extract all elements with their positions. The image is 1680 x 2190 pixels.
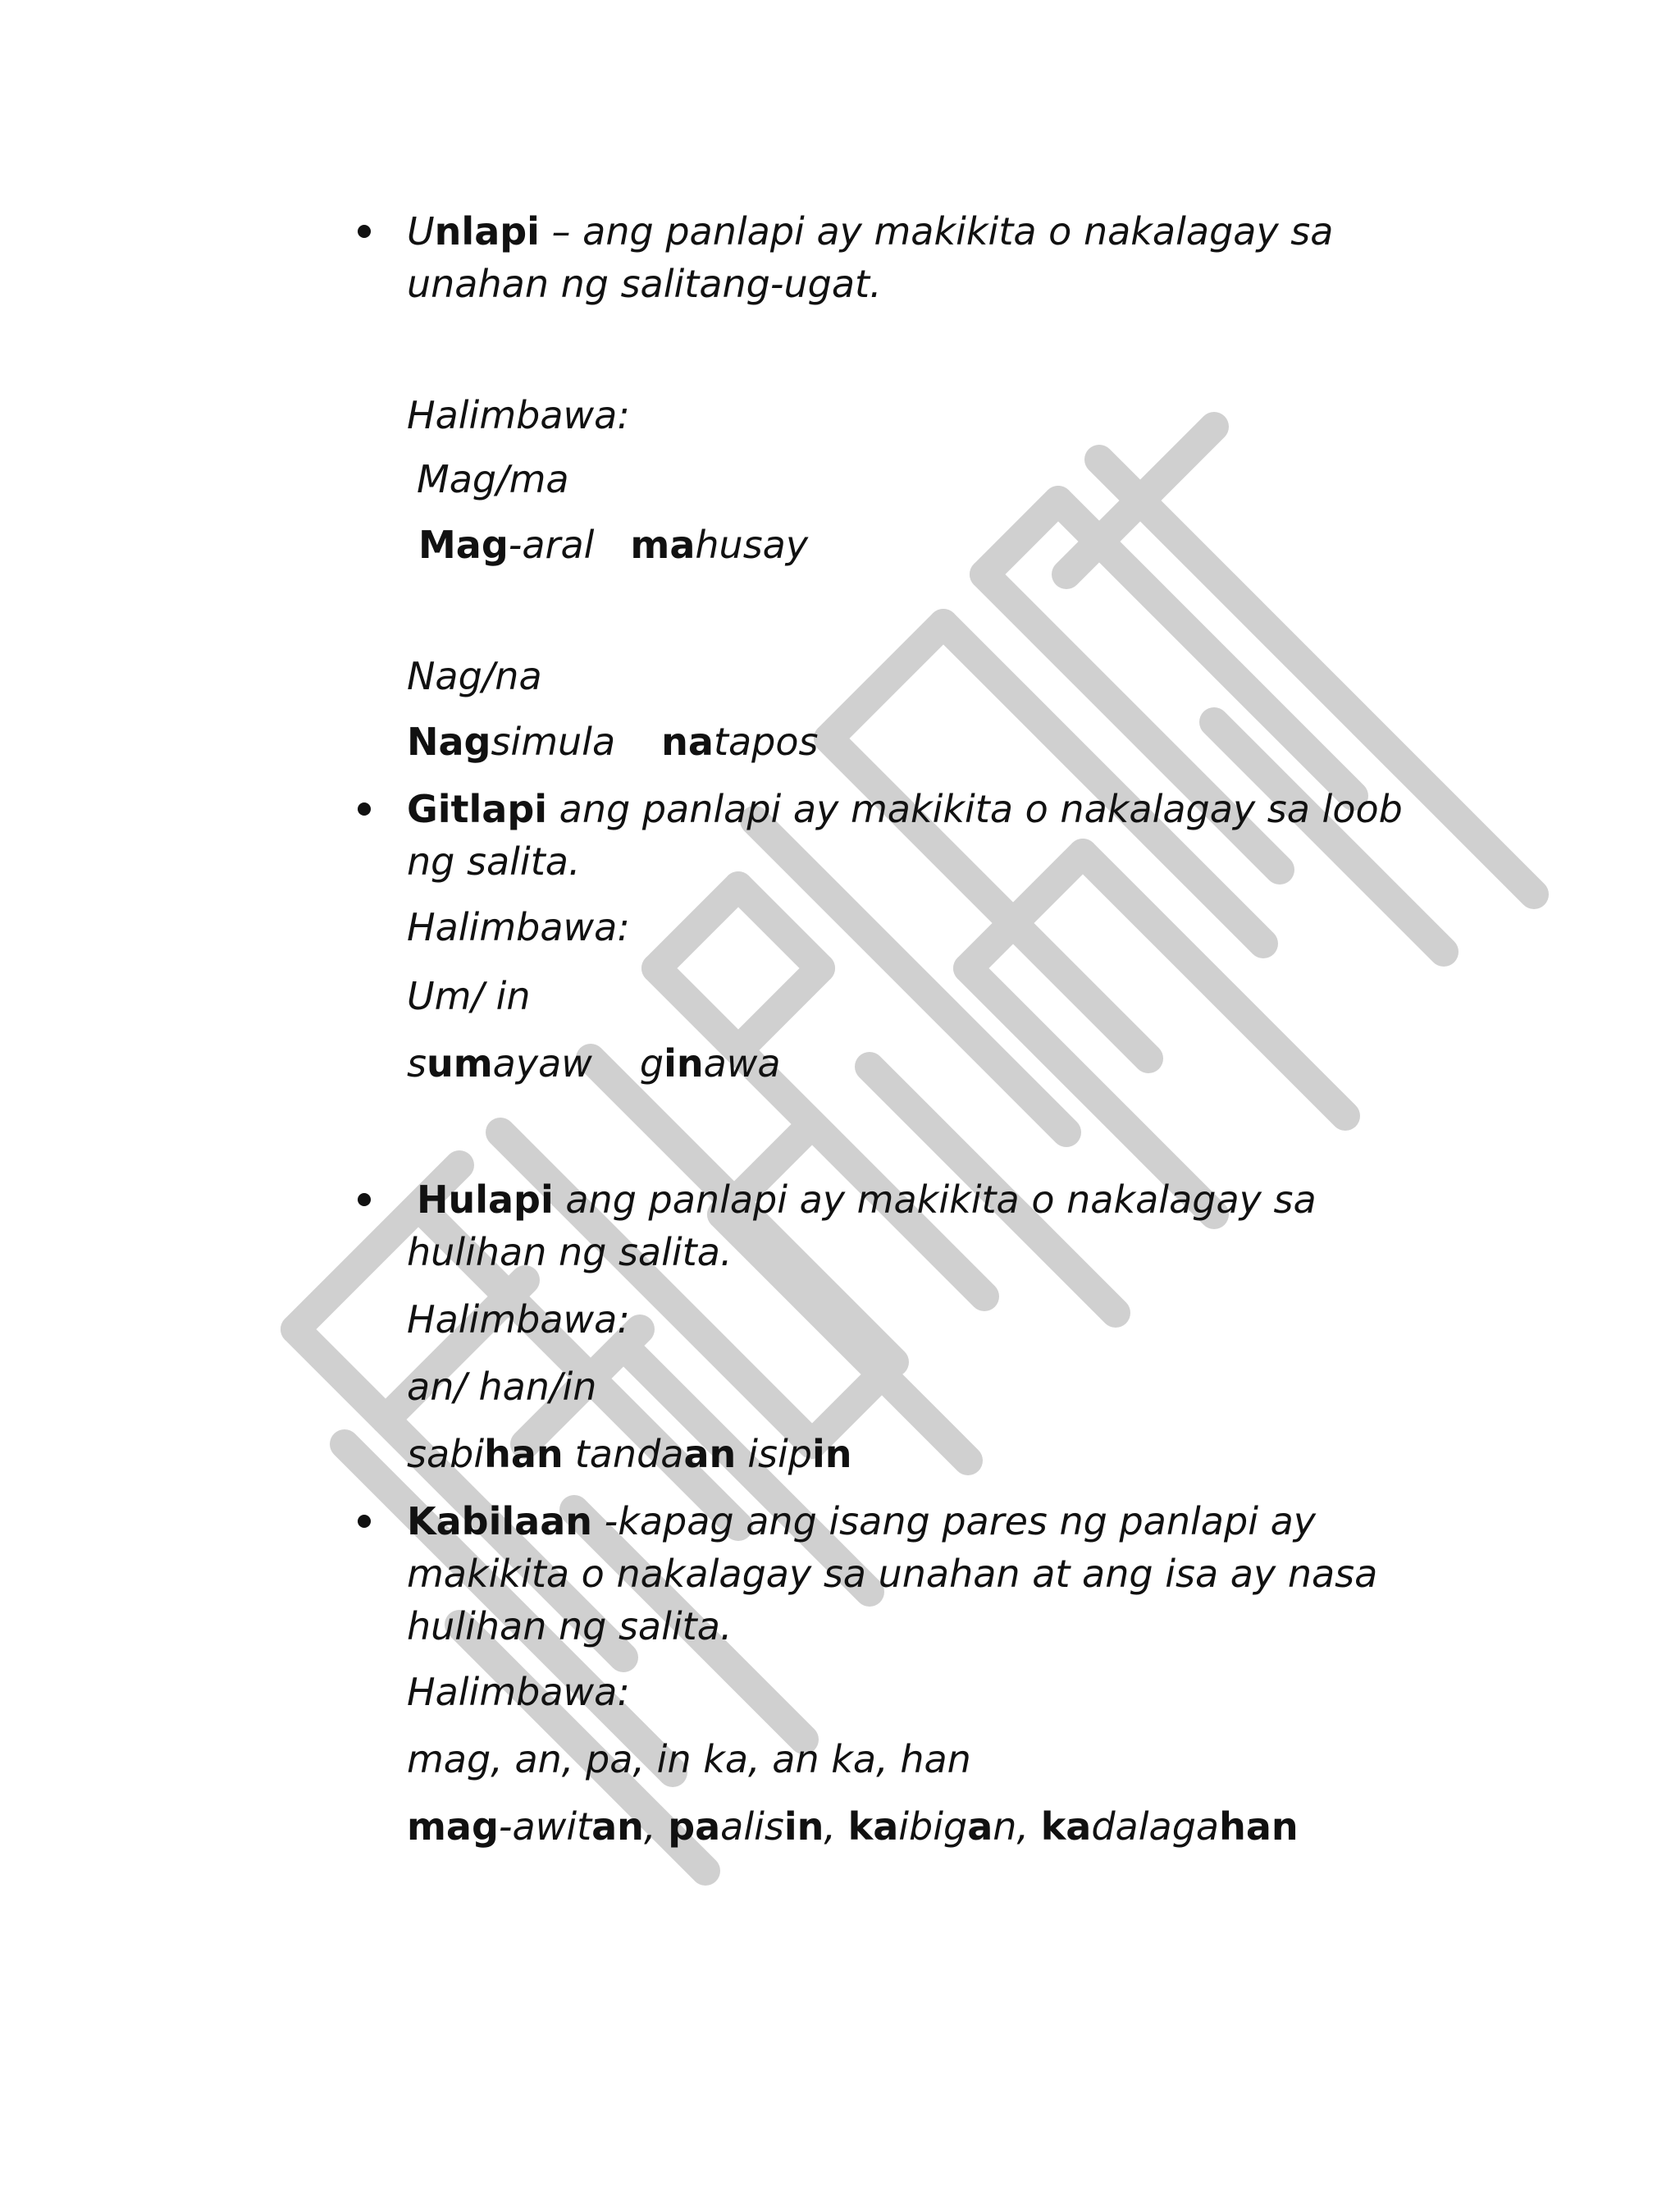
kabilaan-definition-line1 xyxy=(407,1498,1316,1544)
hulapi-example-label: Halimbawa: xyxy=(407,1297,630,1342)
word-part: g xyxy=(639,1041,664,1086)
root: -aral xyxy=(508,523,595,567)
gitlapi-definition-line1 xyxy=(407,786,1403,832)
word-part: alis xyxy=(720,1804,784,1849)
unlapi-term-initial: U xyxy=(407,209,435,254)
bold-affix: ka xyxy=(847,1804,899,1849)
hulapi-definition-line1 xyxy=(417,1177,1317,1223)
word-part: isip xyxy=(747,1432,812,1476)
bold-affix: a xyxy=(967,1804,993,1849)
word-part: -awit xyxy=(498,1804,592,1849)
unlapi-def1: – ang panlapi ay makikita o nakalagay sa xyxy=(539,209,1334,254)
word-part: n xyxy=(993,1804,1017,1849)
unlapi-affix-group1: Mag/ma xyxy=(417,457,569,501)
unlapi-definition-line2: unahan ng salitang-ugat. xyxy=(407,262,882,306)
bold-affix: an xyxy=(591,1804,644,1849)
unlapi-affix-group2: Nag/na xyxy=(407,654,542,698)
bold-affix: ka xyxy=(1040,1804,1092,1849)
bold-affix: an xyxy=(683,1432,737,1476)
bold-affix: pa xyxy=(668,1804,721,1849)
bullet-gitlapi xyxy=(358,802,371,816)
word-part: tanda xyxy=(574,1432,684,1476)
hulapi-term: Hulapi xyxy=(417,1177,554,1222)
kabilaan-affixes: mag, an, pa, in ka, an ka, han xyxy=(407,1737,971,1781)
bold-affix: in xyxy=(812,1432,852,1476)
word-part: ibig xyxy=(898,1804,968,1849)
unlapi-example-words2 xyxy=(407,719,819,765)
hulapi-definition-line2: hulihan ng salita. xyxy=(407,1230,733,1274)
word-part: awa xyxy=(703,1041,781,1086)
unlapi-example-words1 xyxy=(418,522,808,568)
bullet-kabilaan xyxy=(358,1515,371,1528)
gitlapi-def1: ang panlapi ay makikita o nakalagay sa loob xyxy=(547,787,1403,831)
bold-affix: in xyxy=(664,1041,704,1086)
bullet-unlapi xyxy=(358,225,371,238)
root: simula xyxy=(491,720,616,764)
bold-affix: Nag xyxy=(407,720,491,764)
gitlapi-affixes: Um/ in xyxy=(407,974,531,1018)
root: tapos xyxy=(713,720,819,764)
bold-affix: ma xyxy=(630,523,696,567)
kabilaan-term: Kabilaan xyxy=(407,1499,592,1543)
separator: , xyxy=(824,1804,848,1849)
hulapi-example-words xyxy=(407,1431,852,1477)
bold-affix: Mag xyxy=(418,523,509,567)
gitlapi-example-label: Halimbawa: xyxy=(407,905,630,949)
separator: , xyxy=(643,1804,669,1849)
gitlapi-term: Gitlapi xyxy=(407,787,548,831)
hulapi-affixes: an/ han/in xyxy=(407,1365,597,1409)
root: husay xyxy=(695,523,809,567)
kabilaan-def1: -kapag ang isang pares ng panlapi ay xyxy=(591,1499,1317,1543)
kabilaan-definition-line3: hulihan ng salita. xyxy=(407,1604,733,1648)
kabilaan-definition-line2: makikita o nakalagay sa unahan at ang isa ay nasa xyxy=(407,1552,1378,1596)
word-part: dalaga xyxy=(1091,1804,1220,1849)
separator: , xyxy=(1016,1804,1041,1849)
word-part: sabi xyxy=(407,1432,485,1476)
gitlapi-example-words xyxy=(407,1040,781,1086)
bold-affix: han xyxy=(1219,1804,1299,1849)
hulapi-def1: ang panlapi ay makikita o nakalagay sa xyxy=(553,1177,1317,1222)
unlapi-example-label: Halimbawa: xyxy=(407,393,630,437)
gitlapi-definition-line2: ng salita. xyxy=(407,839,581,884)
word-part: ayaw xyxy=(492,1041,592,1086)
kabilaan-example-words xyxy=(407,1804,1299,1849)
watermark-strokes xyxy=(295,427,1534,1871)
bold-affix: mag xyxy=(407,1804,499,1849)
bullet-hulapi xyxy=(358,1193,371,1206)
bold-affix: na xyxy=(661,720,714,764)
word-part: s xyxy=(407,1041,427,1086)
bold-affix: um xyxy=(426,1041,493,1086)
unlapi-term: nlapi xyxy=(434,209,540,254)
bold-affix: in xyxy=(783,1804,824,1849)
unlapi-definition-line1 xyxy=(407,208,1333,254)
kabilaan-example-label: Halimbawa: xyxy=(407,1670,630,1714)
bold-affix: han xyxy=(484,1432,564,1476)
